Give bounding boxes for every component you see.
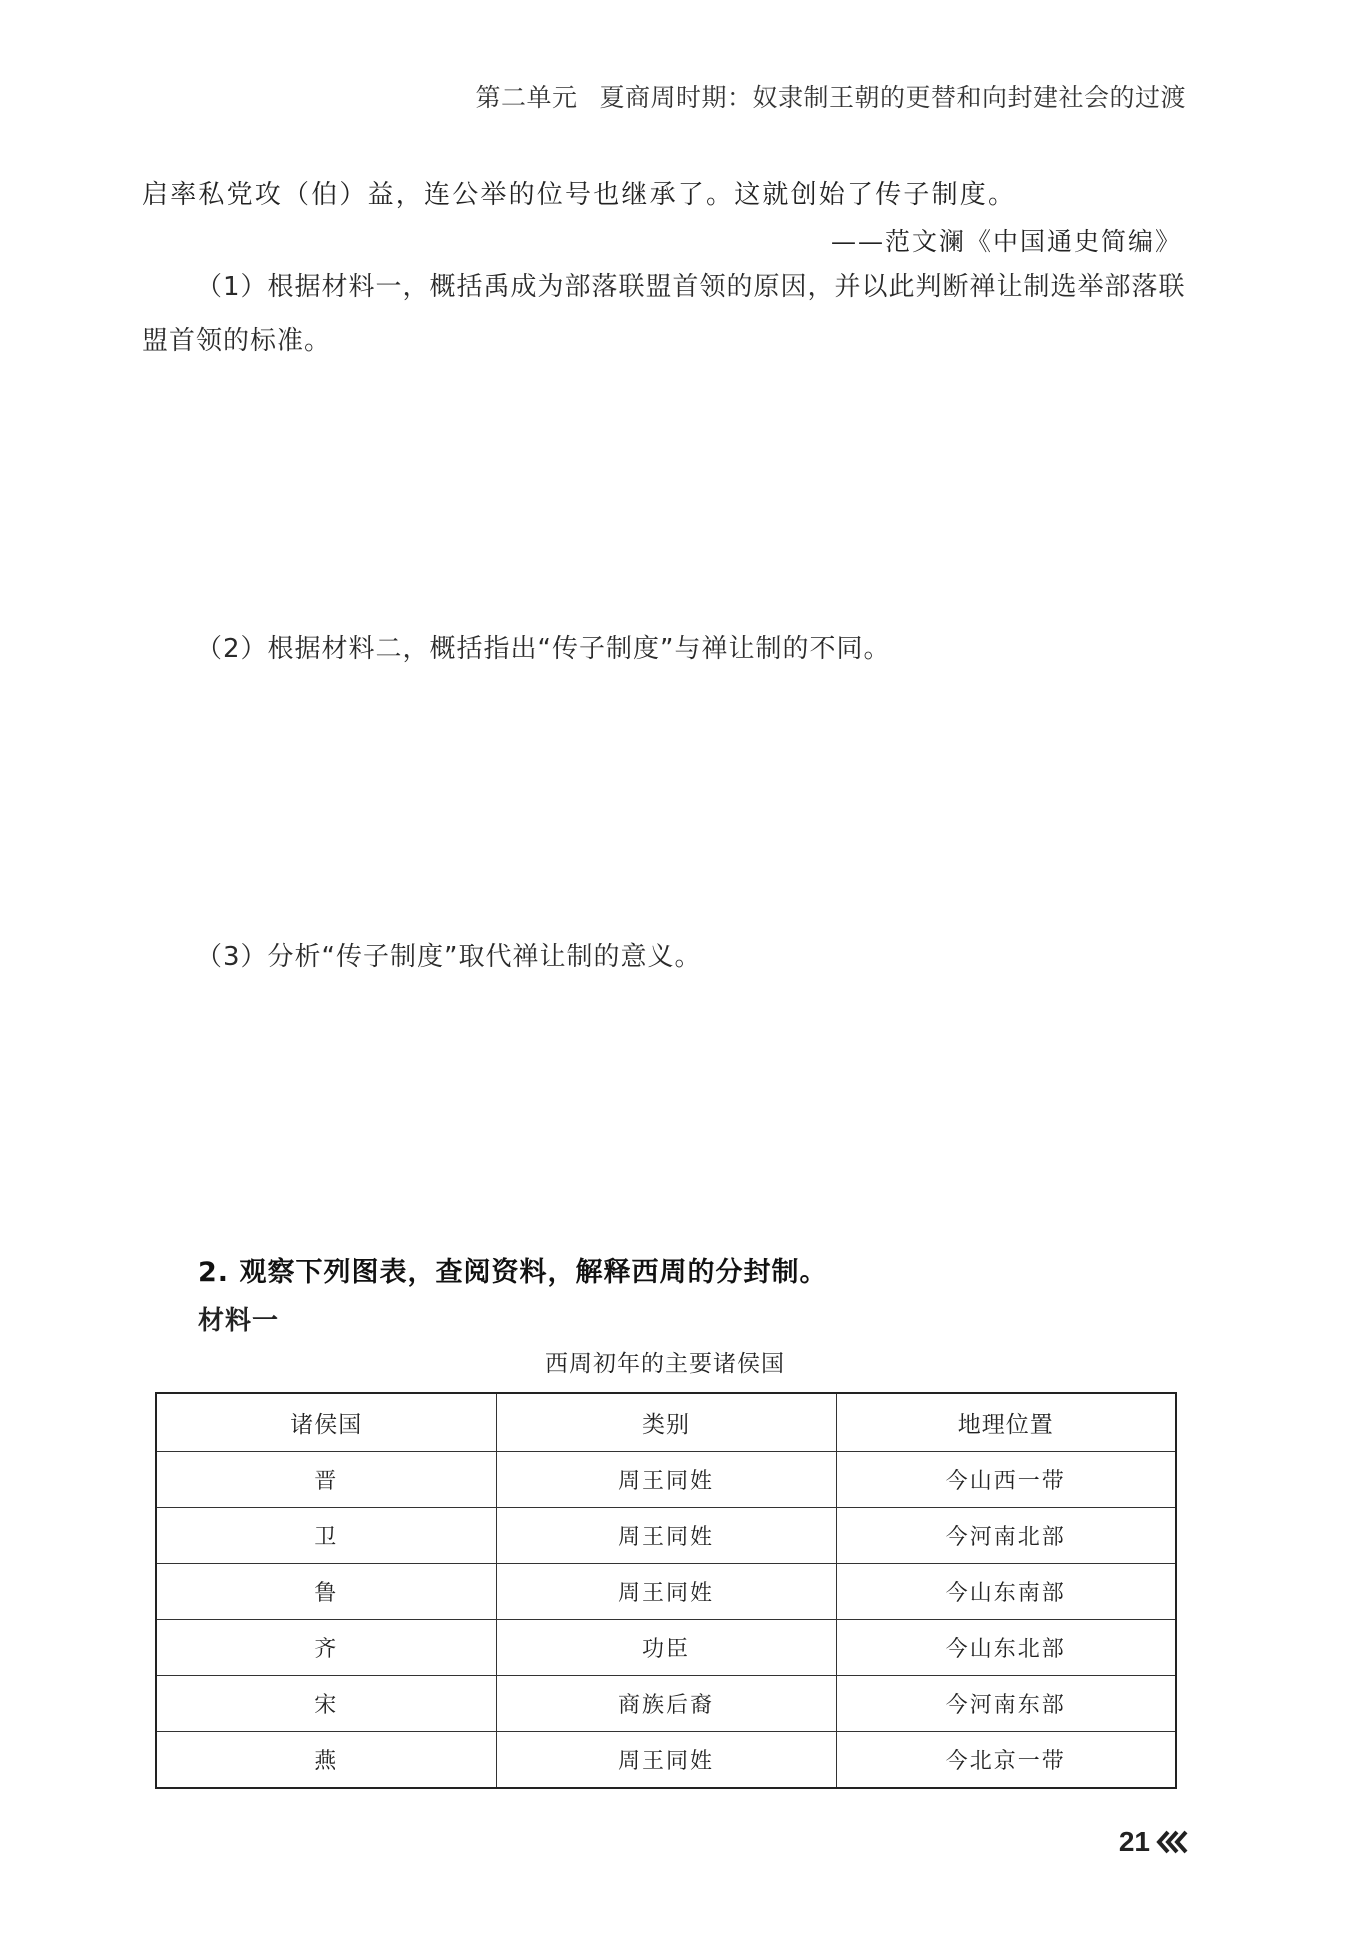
table-header-row	[156, 1393, 1176, 1452]
table-caption: 西周初年的主要诸侯国	[545, 1351, 785, 1377]
column-header-state: 诸侯国	[156, 1393, 496, 1452]
cell-location: 今山西一带	[836, 1452, 1176, 1508]
cell-category: 商族后裔	[496, 1676, 836, 1732]
cell-state: 燕	[156, 1732, 496, 1789]
cell-category: 功臣	[496, 1620, 836, 1676]
page-number: 21	[1118, 1826, 1150, 1857]
cell-category: 周王同姓	[496, 1564, 836, 1620]
cell-state: 晋	[156, 1452, 496, 1508]
cell-state: 卫	[156, 1508, 496, 1564]
table-row	[156, 1620, 1176, 1676]
page-footer	[1119, 1826, 1190, 1858]
question-3: （3）分析“传子制度”取代禅让制的意义。	[196, 942, 702, 972]
running-header	[475, 78, 1186, 114]
cell-location: 今河南东部	[836, 1676, 1176, 1732]
cell-category: 周王同姓	[496, 1508, 836, 1564]
material-label: 材料一	[198, 1306, 280, 1336]
question-2: （2）根据材料二，概括指出“传子制度”与禅让制的不同。	[196, 634, 891, 664]
cell-category: 周王同姓	[496, 1732, 836, 1789]
table-row	[156, 1508, 1176, 1564]
triple-chevron-left-icon	[1156, 1830, 1190, 1854]
cell-location: 今河南北部	[836, 1508, 1176, 1564]
table-row	[156, 1452, 1176, 1508]
unit-title: 夏商周时期：奴隶制王朝的更替和向封建社会的过渡	[599, 83, 1186, 112]
cell-location: 今山东南部	[836, 1564, 1176, 1620]
cell-location: 今北京一带	[836, 1732, 1176, 1789]
column-header-category: 类别	[496, 1393, 836, 1452]
cell-state: 宋	[156, 1676, 496, 1732]
cell-location: 今山东北部	[836, 1620, 1176, 1676]
unit-label: 第二单元	[475, 83, 578, 112]
section-2-heading: 2. 观察下列图表，查阅资料，解释西周的分封制。	[198, 1257, 828, 1288]
table-row	[156, 1732, 1176, 1789]
column-header-location: 地理位置	[836, 1393, 1176, 1452]
cell-state: 鲁	[156, 1564, 496, 1620]
cell-category: 周王同姓	[496, 1452, 836, 1508]
passage-source: ——范文澜《中国通史简编》	[830, 227, 1182, 256]
question-1: （1）根据材料一，概括禹成为部落联盟首领的原因，并以此判断禅让制选举部落联盟首领的标准。	[142, 272, 1186, 356]
cell-state: 齐	[156, 1620, 496, 1676]
vassal-states-table	[155, 1392, 1177, 1789]
passage-continuation: 启率私党攻（伯）益，连公举的位号也继承了。这就创始了传子制度。	[142, 180, 1017, 210]
table-row	[156, 1676, 1176, 1732]
table-row	[156, 1564, 1176, 1620]
